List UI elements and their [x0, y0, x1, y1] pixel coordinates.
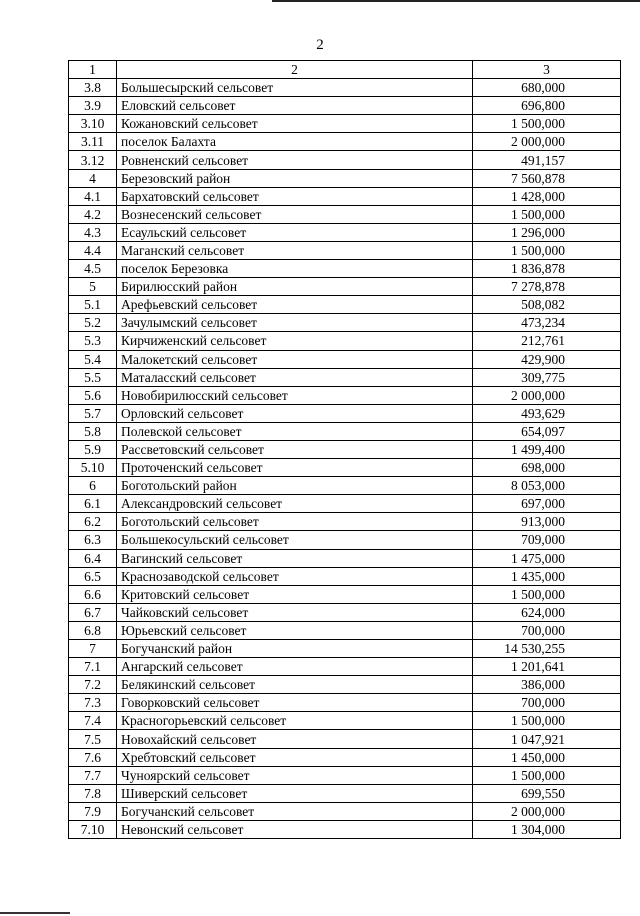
page-number: 2: [316, 37, 324, 53]
table-row: [69, 440, 621, 458]
territory-name: Рассветовский сельсовет: [117, 440, 473, 458]
amount-value: 680,000: [473, 79, 621, 97]
row-number: 6.5: [69, 567, 117, 585]
amount-value: 913,000: [473, 513, 621, 531]
row-number: 5.5: [69, 368, 117, 386]
table-row: [69, 422, 621, 440]
table-row: [69, 585, 621, 603]
amount-value: 1 500,000: [473, 712, 621, 730]
row-number: 6.2: [69, 513, 117, 531]
row-number: 4.5: [69, 260, 117, 278]
territory-name: поселок Березовка: [117, 260, 473, 278]
amount-value: 14 530,255: [473, 640, 621, 658]
table-row: [69, 531, 621, 549]
row-number: 7.4: [69, 712, 117, 730]
row-number: 6: [69, 477, 117, 495]
territory-name: Боготольский район: [117, 477, 473, 495]
table-row: [69, 296, 621, 314]
row-number: 7.1: [69, 658, 117, 676]
amount-value: 1 500,000: [473, 115, 621, 133]
table-row: [69, 151, 621, 169]
amount-value: 386,000: [473, 676, 621, 694]
row-number: 4.4: [69, 241, 117, 259]
territory-name: Шиверский сельсовет: [117, 784, 473, 802]
table-row: [69, 332, 621, 350]
territory-name: Большекосульский сельсовет: [117, 531, 473, 549]
table-row: [69, 187, 621, 205]
amount-value: 1 450,000: [473, 748, 621, 766]
territory-name: Бархатовский сельсовет: [117, 187, 473, 205]
amount-value: 1 500,000: [473, 766, 621, 784]
table-row: [69, 133, 621, 151]
territory-name: Вагинский сельсовет: [117, 549, 473, 567]
amount-value: 493,629: [473, 404, 621, 422]
bottom-rule: [0, 912, 70, 914]
territory-name: Богучанский сельсовет: [117, 802, 473, 820]
territory-name: Есаульский сельсовет: [117, 223, 473, 241]
table-row: [69, 97, 621, 115]
row-number: 6.3: [69, 531, 117, 549]
table-row: [69, 621, 621, 639]
amount-value: 699,550: [473, 784, 621, 802]
amount-value: 1 201,641: [473, 658, 621, 676]
territory-name: Еловский сельсовет: [117, 97, 473, 115]
amount-value: 697,000: [473, 495, 621, 513]
territory-name: Маганский сельсовет: [117, 241, 473, 259]
row-number: 4.3: [69, 223, 117, 241]
row-number: 7.10: [69, 820, 117, 838]
row-number: 3.9: [69, 97, 117, 115]
table-body: [69, 61, 621, 839]
table-row: [69, 495, 621, 513]
amount-value: 1 296,000: [473, 223, 621, 241]
territory-name: Чайковский сельсовет: [117, 603, 473, 621]
territory-name: Юрьевский сельсовет: [117, 621, 473, 639]
table-row: [69, 205, 621, 223]
amount-value: 700,000: [473, 621, 621, 639]
amount-value: 1 428,000: [473, 187, 621, 205]
table-row: [69, 260, 621, 278]
row-number: 7.5: [69, 730, 117, 748]
territory-name: поселок Балахта: [117, 133, 473, 151]
territory-name: Невонский сельсовет: [117, 820, 473, 838]
amount-value: 654,097: [473, 422, 621, 440]
table-row: [69, 223, 621, 241]
territory-name: Боготольский сельсовет: [117, 513, 473, 531]
territory-name: Ровненский сельсовет: [117, 151, 473, 169]
territory-name: Кирчиженский сельсовет: [117, 332, 473, 350]
amount-value: 709,000: [473, 531, 621, 549]
header-col-2: 2: [117, 61, 473, 79]
territory-name: Александровский сельсовет: [117, 495, 473, 513]
table-row: [69, 748, 621, 766]
territory-name: Бирилюсский район: [117, 278, 473, 296]
amount-value: 1 500,000: [473, 585, 621, 603]
row-number: 5.3: [69, 332, 117, 350]
table-row: [69, 477, 621, 495]
row-number: 6.8: [69, 621, 117, 639]
allocation-table: [68, 60, 621, 839]
row-number: 5.6: [69, 386, 117, 404]
table-row: [69, 784, 621, 802]
table-row: [69, 820, 621, 838]
row-number: 6.7: [69, 603, 117, 621]
amount-value: 7 560,878: [473, 169, 621, 187]
table-row: [69, 694, 621, 712]
row-number: 4.2: [69, 205, 117, 223]
table-row: [69, 603, 621, 621]
territory-name: Богучанский район: [117, 640, 473, 658]
row-number: 5.7: [69, 404, 117, 422]
row-number: 3.12: [69, 151, 117, 169]
row-number: 5.4: [69, 350, 117, 368]
amount-value: 309,775: [473, 368, 621, 386]
amount-value: 212,761: [473, 332, 621, 350]
table-header-row: [69, 61, 621, 79]
row-number: 6.1: [69, 495, 117, 513]
amount-value: 1 836,878: [473, 260, 621, 278]
row-number: 7.3: [69, 694, 117, 712]
territory-name: Зачулымский сельсовет: [117, 314, 473, 332]
table-row: [69, 314, 621, 332]
territory-name: Белякинский сельсовет: [117, 676, 473, 694]
territory-name: Краснозаводской сельсовет: [117, 567, 473, 585]
row-number: 5.9: [69, 440, 117, 458]
amount-value: 700,000: [473, 694, 621, 712]
amount-value: 8 053,000: [473, 477, 621, 495]
amount-value: 7 278,878: [473, 278, 621, 296]
amount-value: 429,900: [473, 350, 621, 368]
table-row: [69, 658, 621, 676]
table-row: [69, 241, 621, 259]
territory-name: Проточенский сельсовет: [117, 459, 473, 477]
territory-name: Маталасский сельсовет: [117, 368, 473, 386]
territory-name: Большесырский сельсовет: [117, 79, 473, 97]
territory-name: Березовский район: [117, 169, 473, 187]
amount-value: 696,800: [473, 97, 621, 115]
row-number: 7.7: [69, 766, 117, 784]
row-number: 4: [69, 169, 117, 187]
table-row: [69, 386, 621, 404]
table-row: [69, 802, 621, 820]
territory-name: Новобирилюсский сельсовет: [117, 386, 473, 404]
row-number: 7.6: [69, 748, 117, 766]
row-number: 5.1: [69, 296, 117, 314]
table-row: [69, 368, 621, 386]
table-row: [69, 513, 621, 531]
table-row: [69, 549, 621, 567]
amount-value: 1 499,400: [473, 440, 621, 458]
table-row: [69, 712, 621, 730]
table-row: [69, 169, 621, 187]
amount-value: 2 000,000: [473, 133, 621, 151]
table-row: [69, 115, 621, 133]
amount-value: 508,082: [473, 296, 621, 314]
table-row: [69, 676, 621, 694]
row-number: 3.8: [69, 79, 117, 97]
row-number: 5.10: [69, 459, 117, 477]
table-row: [69, 79, 621, 97]
amount-value: 491,157: [473, 151, 621, 169]
territory-name: Полевской сельсовет: [117, 422, 473, 440]
row-number: 7.8: [69, 784, 117, 802]
amount-value: 1 500,000: [473, 241, 621, 259]
row-number: 3.10: [69, 115, 117, 133]
territory-name: Орловский сельсовет: [117, 404, 473, 422]
header-col-3: 3: [473, 61, 621, 79]
table-row: [69, 404, 621, 422]
row-number: 4.1: [69, 187, 117, 205]
territory-name: Арефьевский сельсовет: [117, 296, 473, 314]
table-row: [69, 350, 621, 368]
table-row: [69, 567, 621, 585]
row-number: 6.6: [69, 585, 117, 603]
territory-name: Красногорьевский сельсовет: [117, 712, 473, 730]
table-row: [69, 640, 621, 658]
amount-value: 1 500,000: [473, 205, 621, 223]
row-number: 6.4: [69, 549, 117, 567]
row-number: 7.2: [69, 676, 117, 694]
territory-name: Вознесенский сельсовет: [117, 205, 473, 223]
row-number: 7: [69, 640, 117, 658]
row-number: 3.11: [69, 133, 117, 151]
top-rule: [272, 0, 640, 2]
amount-value: 1 475,000: [473, 549, 621, 567]
territory-name: Новохайский сельсовет: [117, 730, 473, 748]
table-row: [69, 278, 621, 296]
row-number: 7.9: [69, 802, 117, 820]
amount-value: 698,000: [473, 459, 621, 477]
territory-name: Критовский сельсовет: [117, 585, 473, 603]
amount-value: 1 435,000: [473, 567, 621, 585]
territory-name: Хребтовский сельсовет: [117, 748, 473, 766]
territory-name: Кожановский сельсовет: [117, 115, 473, 133]
header-col-1: 1: [69, 61, 117, 79]
amount-value: 2 000,000: [473, 386, 621, 404]
row-number: 5: [69, 278, 117, 296]
territory-name: Говорковский сельсовет: [117, 694, 473, 712]
amount-value: 1 304,000: [473, 820, 621, 838]
amount-value: 1 047,921: [473, 730, 621, 748]
amount-value: 2 000,000: [473, 802, 621, 820]
territory-name: Малокетский сельсовет: [117, 350, 473, 368]
table-row: [69, 459, 621, 477]
row-number: 5.2: [69, 314, 117, 332]
amount-value: 473,234: [473, 314, 621, 332]
row-number: 5.8: [69, 422, 117, 440]
table-row: [69, 766, 621, 784]
territory-name: Чуноярский сельсовет: [117, 766, 473, 784]
territory-name: Ангарский сельсовет: [117, 658, 473, 676]
table-row: [69, 730, 621, 748]
amount-value: 624,000: [473, 603, 621, 621]
